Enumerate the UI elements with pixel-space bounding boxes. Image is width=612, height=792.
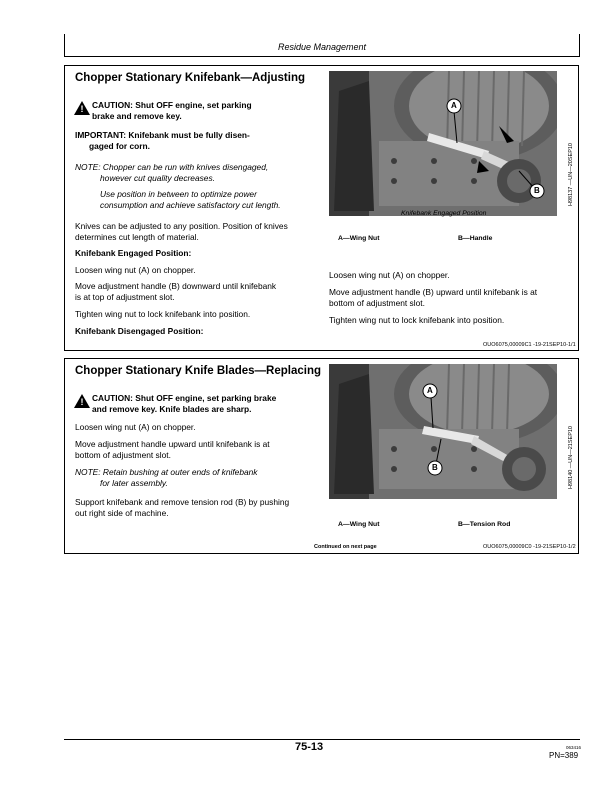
legend-b: B—Tension Rod [458,521,511,528]
caution-icon: ! [74,101,90,115]
important-text: IMPORTANT: Knifebank must be fully disen- gaged for corn. [75,130,250,151]
section-title: Chopper Stationary Knife Blades—Replacing [75,365,322,377]
section-knife-blades-replacing [64,358,579,554]
step-text: Move adjustment handle upward until knifebank is at bottom of adjustment slot. [75,439,270,460]
step-text: Loosen wing nut (A) on chopper. [75,265,196,275]
footer-code: 063416 [566,745,582,750]
doc-id: OUO6075,00009C1 -19-21SEP10-1/1 [483,342,576,348]
page-header: Residue Management [277,42,367,52]
legend-b: B—Handle [458,235,493,242]
callout-b: B [534,186,540,195]
continued-note: Continued on next page [314,544,377,550]
part-number: PN=389 [549,751,579,760]
callout-a: A [427,386,433,395]
knifebank-photo [329,71,557,216]
step-text: Move adjustment handle (B) upward until knifebank is at bottom of adjustment slot. [329,287,538,308]
legend-a: A—Wing Nut [338,521,380,528]
paragraph: Knives can be adjusted to any position. Position of knives determines cut length of material. [75,221,288,242]
step-text: Move adjustment handle (B) downward until knifebank is at top of adjustment slot. [75,281,277,302]
figure-id: H98140 —UN—21SEP10 [568,426,574,489]
page-number: 75-13 [295,741,324,753]
step-text: Loosen wing nut (A) on chopper. [329,270,450,280]
callout-a: A [451,101,457,110]
legend-a: A—Wing Nut [338,235,380,242]
caution-icon: ! [74,394,90,408]
caution-text: CAUTION: Shut OFF engine, set parking brake and remove key. Knife blades are sharp. [92,393,277,414]
note-text: NOTE: Retain bushing at outer ends of knifebank for later assembly. [75,467,258,488]
section-title: Chopper Stationary Knifebank—Adjusting [75,72,306,84]
header-rule [64,56,580,57]
note-text: NOTE: Chopper can be run with knives disengaged, however cut quality decreases. Use position in between to optimize power consumption and achieve satisfactory cut length. [75,162,281,210]
caution-text: CAUTION: Shut OFF engine, set parking brake and remove key. [92,100,252,121]
knife-blades-photo [329,364,557,499]
figure-caption: Knifebank Engaged Position [401,210,487,217]
section-knifebank-adjusting [64,65,579,351]
chopper-illustration [329,364,557,499]
step-text: Loosen wing nut (A) on chopper. [75,422,196,432]
footer-rule [64,739,580,740]
callout-b: B [432,463,438,472]
doc-id: OUO6075,00009C0 -19-21SEP10-1/2 [483,544,576,550]
step-text: Tighten wing nut to lock knifebank into position. [329,315,505,325]
engaged-heading: Knifebank Engaged Position: [75,248,192,258]
step-text: Support knifebank and remove tension rod (B) by pushing out right side of machine. [75,497,290,518]
figure-id: H98137 —UN—20SEP10 [568,143,574,206]
disengaged-heading: Knifebank Disengaged Position: [75,326,204,336]
step-text: Tighten wing nut to lock knifebank into position. [75,309,251,319]
chopper-illustration [329,71,557,216]
